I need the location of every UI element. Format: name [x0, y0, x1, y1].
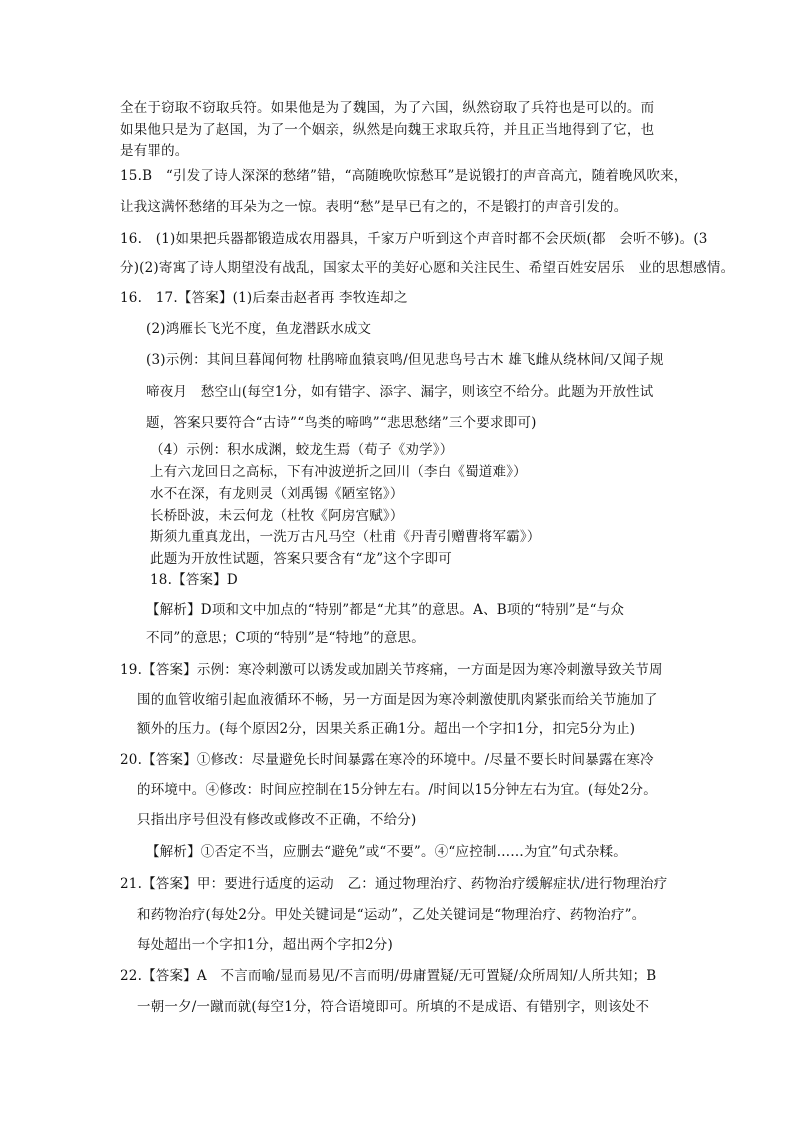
question-21: 21.【答案】甲：要进行适度的运动 乙：通过物理治疗、药物治疗缓解症状/进行物理治疗 — [120, 876, 668, 892]
text-line: 啼夜月 愁空山(每空1分，如有错字、添字、漏字，则该空不给分。此题为开放性试 — [146, 384, 654, 400]
text-line: 长桥卧波，未云何龙（杜牧《阿房宫赋》） — [150, 508, 404, 524]
text-line: (3)示例：其间旦暮闻何物 杜鹃啼血猿哀鸣/但见悲鸟号古木 雄飞雌从绕林间/又闻子规 — [146, 352, 664, 368]
text-line: 让我这满怀愁绪的耳朵为之一惊。表明“愁”是早已有之的，不是锻打的声音引发的。 — [120, 199, 628, 215]
text-line: 上有六龙回日之高标，下有冲波逆折之回川（李白《蜀道难》） — [150, 464, 527, 480]
question-22: 22.【答案】A 不言而喻/显而易见/不言而明/毋庸置疑/无可置疑/众所周知/人所共知；B — [120, 968, 657, 984]
question-20: 20.【答案】①修改：尽量避免长时间暴露在寒冷的环境中。/尽量不要长时间暴露在寒冷 — [120, 752, 654, 768]
question-16: 16. (1)如果把兵器都锻造成农用器具，千家万户听到这个声音时都不会厌烦(都 会听不够)。(3 — [120, 231, 708, 247]
text-line: (2)鸿雁长飞光不度，鱼龙潜跃水成文 — [146, 321, 372, 337]
text-line: 额外的压力。(每个原因2分，因果关系正确1分。超出一个字扣1分，扣完5分为止) — [137, 721, 636, 737]
text-line: 此题为开放性试题，答案只要含有“龙”这个字即可 — [150, 551, 452, 567]
text-line: （4）示例：积水成渊，蛟龙生焉（荀子《劝学》） — [150, 442, 454, 458]
question-19: 19.【答案】示例：寒冷刺激可以诱发或加剧关节疼痛，一方面是因为寒冷刺激导致关节周 — [120, 662, 663, 678]
text-line: 全在于窃取不窃取兵符。如果他是为了魏国，为了六国，纵然窃取了兵符也是可以的。而 — [120, 100, 655, 116]
text-line: 【解析】①否定不当，应删去“避免”或“不要”。④“应控制……为宜”句式杂糅。 — [146, 844, 628, 860]
text-line: 分)(2)寄寓了诗人期望没有战乱，国家太平的美好心愿和关注民生、希望百姓安居乐 业的思想感情。 — [120, 260, 735, 276]
text-line: 每处超出一个字扣1分，超出两个字扣2分) — [137, 937, 393, 953]
text-line: 不同”的意思；C项的“特别”是“特地”的意思。 — [146, 630, 425, 646]
text-line: 斯须九重真龙出，一洗万古凡马空（杜甫《丹青引赠曹将军霸》） — [150, 529, 541, 545]
text-line: 和药物治疗(每处2分。甲处关键词是“运动”，乙处关键词是“物理治疗、药物治疗”。 — [137, 907, 646, 923]
text-line: 水不在深，有龙则灵（刘禹锡《陋室铭》） — [150, 486, 404, 502]
text-line: 【解析】D项和文中加点的“特别”都是“尤其”的意思。A、B项的“特别”是“与众 — [146, 602, 625, 618]
question-15: 15.B “引发了诗人深深的愁绪”错，“高随晚吹惊愁耳”是说锻打的声音高亢，随着晚风吹来， — [120, 168, 688, 184]
text-line: 的环境中。④修改：时间应控制在15分钟左右。/时间以15分钟左右为宜。(每处2分。 — [137, 782, 657, 798]
text-line: 如果他只是为了赵国，为了一个姻亲，纵然是向魏王求取兵符，并且正当地得到了它，也 — [120, 122, 655, 138]
question-17: 16. 17.【答案】(1)后秦击赵者再 李牧连却之 — [120, 290, 408, 306]
text-line: 是有罪的。 — [120, 143, 189, 159]
question-18: 18.【答案】D — [150, 572, 238, 588]
text-line: 题，答案只要符合“古诗”“鸟类的啼鸣”“悲思愁绪”三个要求即可) — [146, 415, 537, 431]
text-line: 一朝一夕/一蹴而就(每空1分，符合语境即可。所填的不是成语、有错别字，则该处不 — [137, 999, 650, 1015]
text-line: 只指出序号但没有修改或修改不正确，不给分) — [137, 812, 417, 828]
text-line: 围的血管收缩引起血液循环不畅，另一方面是因为寒冷刺激使肌肉紧张而给关节施加了 — [137, 692, 658, 708]
